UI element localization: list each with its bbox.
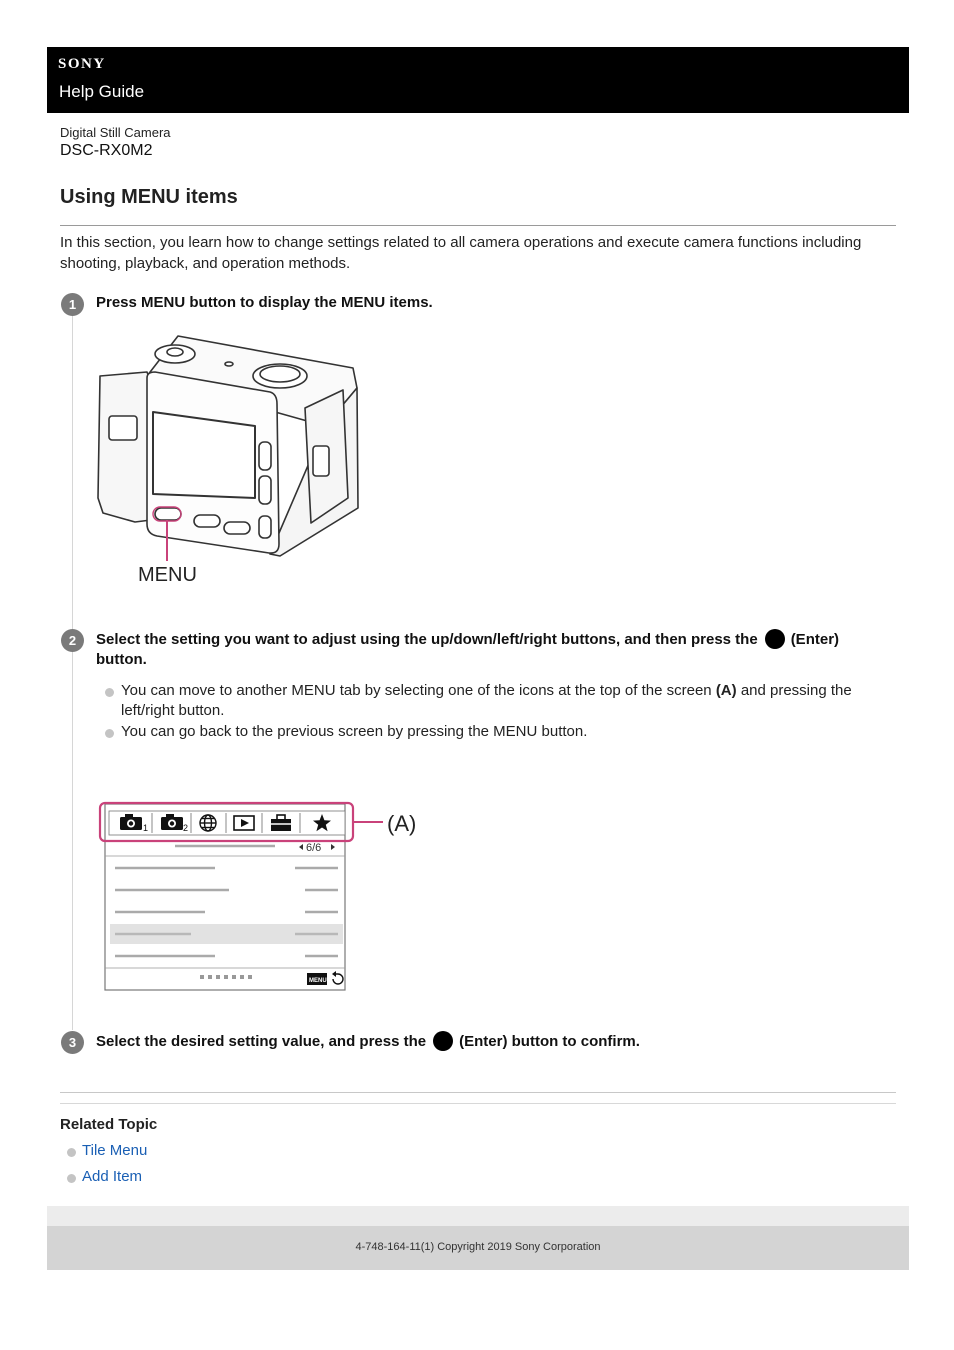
step-3-text: Select the desired setting value, and press the (Enter) button to confirm. xyxy=(96,1033,640,1050)
page-header xyxy=(47,47,909,113)
step-2-text: Select the setting you want to adjust using the up/down/left/right buttons, and then press the (Enter) button. xyxy=(96,631,840,668)
sony-logo: SONY xyxy=(58,56,106,72)
tab-callout-label: (A) xyxy=(387,811,417,836)
camera-menu-button-illustration xyxy=(95,328,365,590)
product-model: DSC-RX0M2 xyxy=(60,142,153,159)
step-3-number: 3 xyxy=(61,1031,84,1054)
list-item xyxy=(67,1166,147,1192)
related-topic-list xyxy=(67,1140,147,1192)
svg-text:2: 2 xyxy=(183,823,189,833)
menu-badge: MENU xyxy=(309,978,327,984)
intro-paragraph: In this section, you learn how to change settings related to all camera operations and execute camera functions including shooting, playback, and operation methods. xyxy=(60,234,862,272)
page-title: Using MENU items xyxy=(60,186,238,208)
list-item: You can move to another MENU tab by selecting one of the icons at the top of the screen (A) and pressing the left/right button. xyxy=(105,681,895,721)
related-link-add-item[interactable]: Add Item xyxy=(82,1168,143,1185)
list-item xyxy=(67,1140,147,1166)
help-guide-title: Help Guide xyxy=(59,82,145,101)
copyright-text: 4-748-164-11(1) Copyright 2019 Sony Corporation xyxy=(355,1241,601,1253)
section-divider xyxy=(60,1103,896,1104)
setup-toolbox-icon xyxy=(263,812,299,834)
steps-timeline xyxy=(72,310,73,1030)
menu-screen-illustration xyxy=(95,798,425,998)
enter-button-icon xyxy=(433,1031,453,1051)
bullet-icon xyxy=(105,729,114,738)
page-indicator: 6/6 xyxy=(306,842,322,854)
section-divider xyxy=(60,1092,896,1093)
bullet-icon xyxy=(105,688,114,697)
step-2-number: 2 xyxy=(61,629,84,652)
list-item: You can go back to the previous screen by pressing the MENU button. xyxy=(105,722,895,742)
step-2-notes xyxy=(105,681,895,743)
enter-button-icon xyxy=(765,629,785,649)
footer-band xyxy=(47,1206,909,1226)
related-link-tile-menu[interactable]: Tile Menu xyxy=(82,1142,148,1159)
title-divider xyxy=(60,225,896,226)
bullet-icon xyxy=(67,1174,76,1183)
menu-callout-label: MENU xyxy=(138,564,197,586)
related-topic-title: Related Topic xyxy=(60,1116,158,1133)
step-1-text: Press MENU button to display the MENU items. xyxy=(96,294,433,311)
product-type: Digital Still Camera xyxy=(60,125,171,140)
svg-text:1: 1 xyxy=(143,823,149,833)
bullet-icon xyxy=(67,1148,76,1157)
step-1-number: 1 xyxy=(61,293,84,316)
page-footer xyxy=(47,1226,909,1270)
